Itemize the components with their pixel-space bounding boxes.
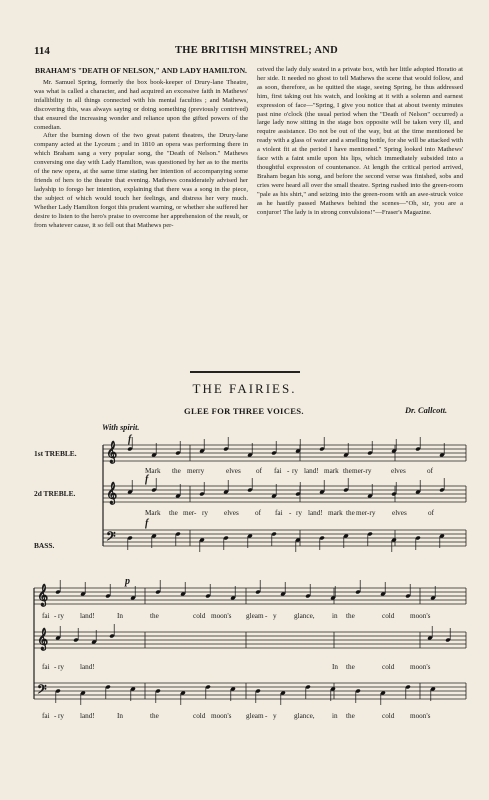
lyric-treble1-sys2: - [265, 612, 268, 620]
lyric-treble1-sys2: In [117, 612, 123, 620]
voice-label-treble1: 1st TREBLE. [34, 449, 77, 458]
clef-icon: 𝄞 [106, 483, 118, 504]
lyric-treble1-sys1: elves [226, 467, 241, 475]
dynamic-forte: f [128, 434, 132, 445]
lyric-treble2-sys1: of [255, 509, 261, 517]
lyric-treble1-sys1: ry [292, 467, 298, 475]
lyric-treble1-sys1: of [256, 467, 262, 475]
lyric-treble1-sys2: in [332, 612, 338, 620]
clef-icon: 𝄞 [106, 442, 118, 463]
lyric-treble1-sys1: the [343, 467, 352, 475]
lyric-treble2-sys1: mer-ry [356, 509, 376, 517]
lyric-treble2-sys1: the [169, 509, 178, 517]
lyric-treble2-sys2: moon's [410, 663, 431, 671]
lyric-treble1-sys2: the [150, 612, 159, 620]
clef-icon: 𝄞 [37, 585, 49, 606]
lyric-treble1-sys2: cold [382, 612, 395, 620]
lyric-treble1-sys2: ry [58, 612, 64, 620]
lyric-treble2-sys2: fai [42, 663, 50, 671]
lyric-bass-sys2: cold [382, 712, 395, 720]
lyric-treble1-sys1: merry [187, 467, 205, 475]
lyric-treble2-sys1: elves [392, 509, 407, 517]
lyric-treble2-sys1: mark [328, 509, 343, 517]
lyric-treble2-sys2: ry [58, 663, 64, 671]
voice-label-bass: BASS. [34, 541, 55, 550]
lyric-treble2-sys1: land! [308, 509, 323, 517]
lyric-bass-sys2: cold [193, 712, 206, 720]
lyric-treble2-sys2: - [54, 663, 57, 671]
lyric-treble1-sys1: - [287, 467, 290, 475]
article-paragraph-2: After the burning down of the two great patent theatres, the Drury-lane company acted at the Lyceum ; and in 1810 an opera was performing there in which Braham sang a very popular song, the "Death of Nelson." Mathews conversing one day with Lady Hamilton, was questioned by her as to the merits of the new opera, at the same time stating her intention of accompanying some friends of hers to the theatre that evening. Mathews considerately advised her ladyship to forego her intention, explaining that there was a song in the piece, the subject of which would touch her feelings, and distress her very much. Whether Lady Hamilton forgot this prudent warning, or whether she suffered her desire to listen to the hero's praise to overcome her apprehension of the result, or from whatever cause, it so fell out that Mathews per- [34, 132, 248, 229]
running-title: THE BRITISH MINSTREL; AND [175, 45, 338, 56]
lyric-treble1-sys2: moon's [211, 612, 232, 620]
lyric-treble2-sys1: ry [202, 509, 208, 517]
lyric-treble1-sys2: cold [193, 612, 206, 620]
composer-credit: Dr. Callcott. [405, 406, 448, 415]
dynamic-forte: f [145, 518, 149, 529]
lyric-treble1-sys1: elves [391, 467, 406, 475]
lyric-bass-sys2: fai [42, 712, 50, 720]
lyric-treble2-sys1: elves [224, 509, 239, 517]
dynamic-forte: f [145, 474, 149, 485]
lyric-treble1-sys2: fai [42, 612, 50, 620]
page-number: 114 [34, 45, 50, 57]
clef-icon: 𝄢 [106, 531, 116, 547]
lyric-treble1-sys2: moon's [410, 612, 431, 620]
lyric-treble2-sys1: mer- [183, 509, 197, 517]
lyric-treble2-sys2: the [346, 663, 355, 671]
lyric-bass-sys2: the [150, 712, 159, 720]
article-paragraph-2-continued: ceived the lady duly seated in a private box, with her little adopted Horatio at her side. It needed no ghost to tell Mathews the scene that would follow, and as soon, therefore, as he quitted the stage, seeing Spring, he thus addressed him, first taking out his watch, and looking at it with a solemn and earnest expression of face—"Spring, I give you notice that at about twenty minutes past nine o'clock (the usual period when the "Death of Nelson" occurred) a large lady now sitting in the stage box opposite will be taken very ill, and require assistance. Do not be out of the way, but at the time mentioned be ready with a glass of water and a smelling bottle, for she will be attacked with a violent fit at the period I have mentioned." Spring looked into Mathews' face with a faint smile upon his lips, which immediately subsided into a thoughtful expression of countenance. At length the critical period arrived, Braham began his song, and before the second verse was finished, sobs and cries were heard all over the small theatre. Spring rushed into the green-room "pale as his shirt," and seizing into the green-room with an awe-struck voice as he hastily passed Mathews behind the scenes—"Oh, sir, you are a conjuror! The lady is in strong convulsions!"—Fraser's Magazine. [257, 66, 463, 216]
lyric-bass-sys2: - [265, 712, 268, 720]
lyric-treble1-sys2: land! [80, 612, 95, 620]
lyric-treble2-sys1: the [346, 509, 355, 517]
lyric-treble2-sys2: In [332, 663, 338, 671]
lyric-treble1-sys1: the [172, 467, 181, 475]
lyric-treble1-sys1: mer-ry [352, 467, 372, 475]
lyric-bass-sys2: ry [58, 712, 64, 720]
clef-icon: 𝄢 [37, 684, 47, 700]
lyric-treble2-sys1: ry [296, 509, 302, 517]
lyric-treble2-sys1: fai [275, 509, 283, 517]
dynamic-piano: p [125, 576, 130, 587]
music-subtitle: GLEE FOR THREE VOICES. [184, 406, 304, 416]
voice-label-treble2: 2d TREBLE. [34, 489, 76, 498]
lyric-treble1-sys2: - [54, 612, 57, 620]
lyric-treble1-sys1: fai [274, 467, 282, 475]
article-title: BRAHAM'S "DEATH OF NELSON," AND LADY HAMILTON. [35, 66, 247, 75]
lyric-treble1-sys1: Mark [145, 467, 161, 475]
lyric-treble2-sys2: land! [80, 663, 95, 671]
lyric-bass-sys2: in [332, 712, 338, 720]
article-paragraph-1: Mr. Samuel Spring, formerly the box book-keeper of Drury-lane Theatre, was what is called a character, and had acquired an excessive faith in Mathews' infallibility in all things connected with his mental faculties ; and Mathews, discovering this, was always saying or doing something (previously contrived) that ensured the increasing wonder and reliance upon the gifted powers of the comedian. [34, 79, 248, 131]
lyric-bass-sys2: the [346, 712, 355, 720]
lyric-bass-sys2: y [273, 712, 277, 720]
lyric-treble2-sys1: of [428, 509, 434, 517]
tempo-marking: With spirit. [102, 423, 140, 432]
lyric-bass-sys2: - [54, 712, 57, 720]
lyric-bass-sys2: land! [80, 712, 95, 720]
lyric-treble1-sys1: of [427, 467, 433, 475]
music-title: THE FAIRIES. [192, 381, 297, 396]
lyric-treble1-sys2: glance, [294, 612, 315, 620]
lyric-bass-sys2: moon's [211, 712, 232, 720]
lyric-treble2-sys1: Mark [145, 509, 161, 517]
lyric-treble1-sys2: y [273, 612, 277, 620]
lyric-treble1-sys2: the [346, 612, 355, 620]
clef-icon: 𝄞 [37, 629, 49, 650]
lyric-bass-sys2: In [117, 712, 123, 720]
lyric-bass-sys2: glance, [294, 712, 315, 720]
lyric-bass-sys2: moon's [410, 712, 431, 720]
lyric-treble2-sys1: - [289, 509, 292, 517]
lyric-treble1-sys1: mark [324, 467, 339, 475]
lyric-treble1-sys2: gleam [246, 612, 264, 620]
lyric-bass-sys2: gleam [246, 712, 264, 720]
lyric-treble2-sys2: cold [382, 663, 395, 671]
lyric-treble1-sys1: land! [304, 467, 319, 475]
